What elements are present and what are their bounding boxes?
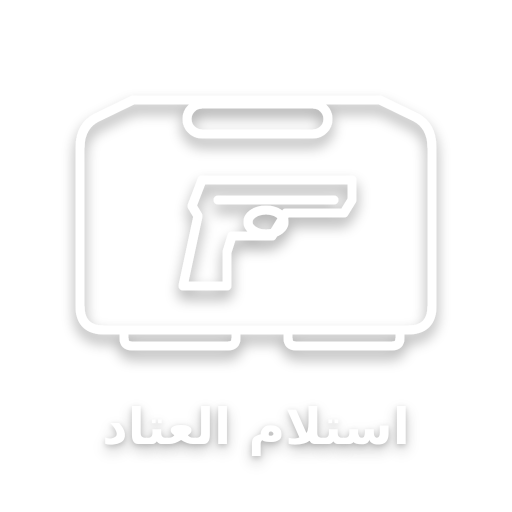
case-handle: [187, 104, 328, 134]
caption-label: استلام العتاد: [102, 398, 410, 456]
